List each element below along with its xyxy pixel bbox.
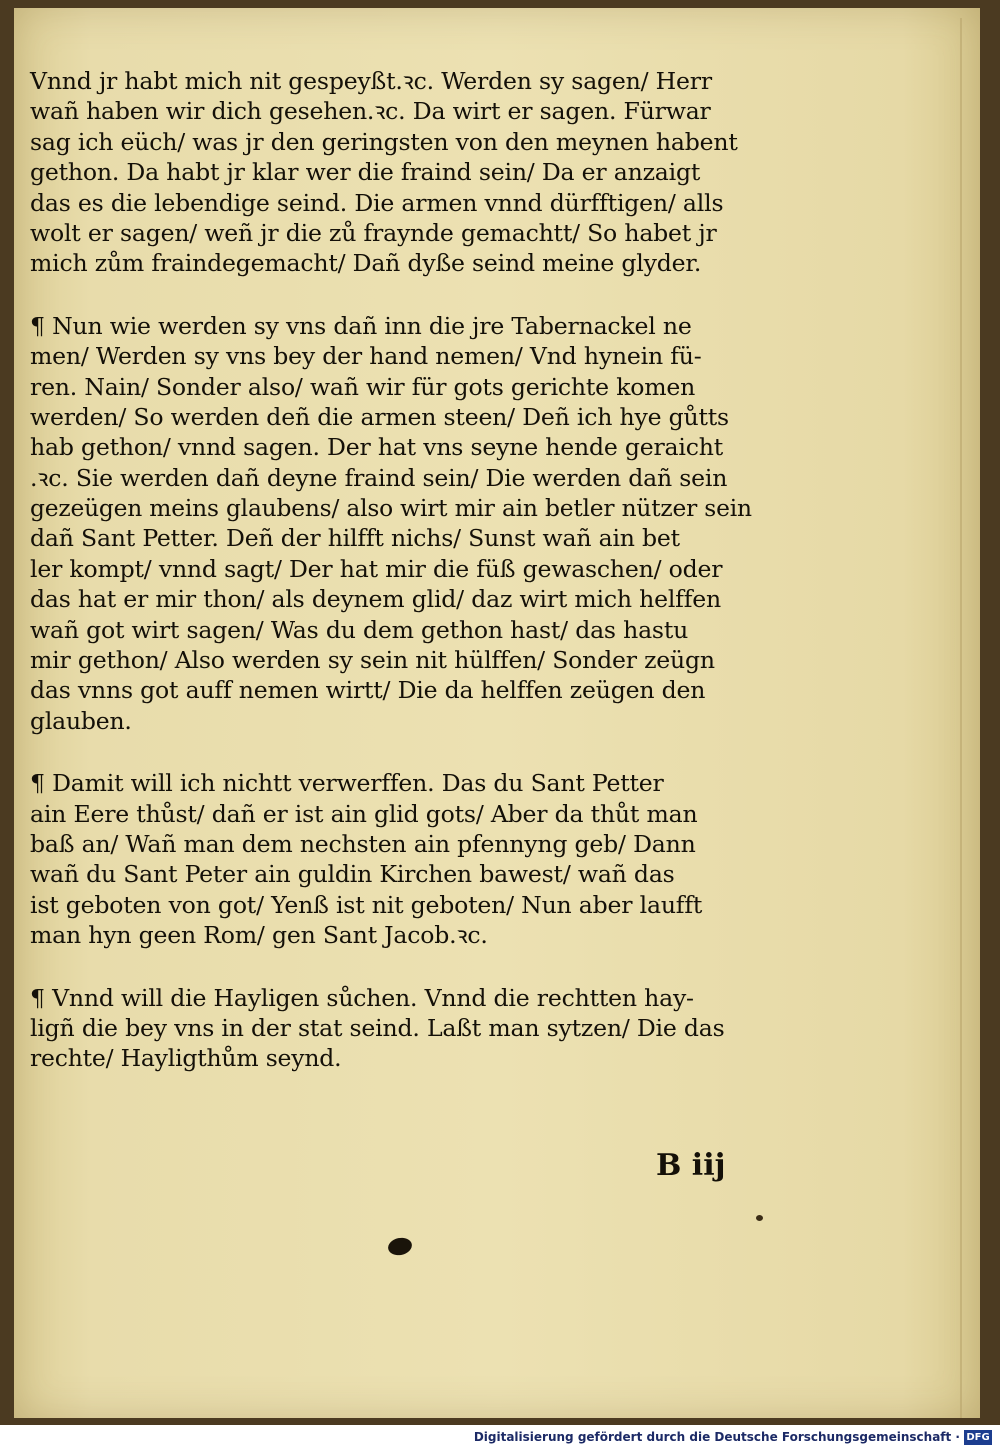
paragraph xyxy=(30,311,750,736)
text-line: dañ Sant Petter. Deñ der hilfft nichs/ Sunst wañ ain bet xyxy=(30,524,680,553)
text-line: man hyn geen Rom/ gen Sant Jacob.ꝛc. xyxy=(30,921,488,950)
text-line: wolt er sagen/ weñ jr die zů fraynde gemachtt/ So habet jr xyxy=(30,218,717,247)
page-edge-shadow xyxy=(960,18,962,1418)
text-line: das hat er mir thon/ als deynem glid/ daz wirt mich helffen xyxy=(30,585,721,614)
funding-credit: Digitalisierung gefördert durch die Deutsche Forschungsgemeinschaft · xyxy=(473,1430,960,1444)
text-line: Vnnd jr habt mich nit gespeyßt.ꝛc. Werden sy sagen/ Herr xyxy=(30,67,712,95)
text-line: rechte/ Hayligthům seynd. xyxy=(30,1044,342,1073)
text-line: ligñ die bey vns in der stat seind. Laßt man sytzen/ Die das xyxy=(30,1013,725,1042)
text-line: baß an/ Wañ man dem nechsten ain pfennyng geb/ Dann xyxy=(30,829,696,858)
text-line: mich zům fraindegemacht/ Dañ dyße seind meine glyder. xyxy=(30,249,702,278)
text-line: ¶ Nun wie werden sy vns dañ inn die jre Tabernackel ne xyxy=(30,311,692,340)
text-line: ren. Nain/ Sonder also/ wañ wir für gots gerichte komen xyxy=(30,372,696,401)
text-line: mir gethon/ Also werden sy sein nit hülffen/ Sonder zeügn xyxy=(30,646,715,675)
body-text xyxy=(30,66,750,1106)
text-line: das vnns got auff nemen wirtt/ Die da helffen zeügen den xyxy=(30,676,706,705)
text-line: gethon. Da habt jr klar wer die fraind sein/ Da er anzaigt xyxy=(30,158,701,187)
footer-bar xyxy=(0,1425,1000,1451)
ink-speck xyxy=(756,1215,763,1221)
signature-mark: B iij xyxy=(656,1148,726,1183)
text-line: glauben. xyxy=(30,706,132,735)
paragraph xyxy=(30,768,750,950)
dfg-logo: DFG xyxy=(964,1430,992,1445)
text-line: ler kompt/ vnnd sagt/ Der hat mir die füß gewaschen/ oder xyxy=(30,554,723,583)
text-line: wañ du Sant Peter ain guldin Kirchen bawest/ wañ das xyxy=(30,860,675,889)
text-line: wañ haben wir dich gesehen.ꝛc. Da wirt er sagen. Fürwar xyxy=(30,97,711,126)
paragraph xyxy=(30,983,750,1074)
text-line: ain Eere thůst/ dañ er ist ain glid gots/ Aber da thůt man xyxy=(30,799,698,828)
paragraph xyxy=(30,66,750,279)
text-line: ¶ Vnnd will die Hayligen sůchen. Vnnd die rechtten hay- xyxy=(30,983,694,1012)
text-line: ¶ Damit will ich nichtt verwerffen. Das du Sant Petter xyxy=(30,769,664,798)
text-line: ist geboten von got/ Yenß ist nit geboten/ Nun aber laufft xyxy=(30,890,703,919)
text-line: das es die lebendige seind. Die armen vnnd dürfftigen/ alls xyxy=(30,188,724,217)
text-line: sag ich eüch/ was jr den geringsten von den meynen habent xyxy=(30,127,738,156)
text-line: .ꝛc. Sie werden dañ deyne fraind sein/ Die werden dañ sein xyxy=(30,463,728,492)
text-line: hab gethon/ vnnd sagen. Der hat vns seyne hende geraicht xyxy=(30,433,723,462)
text-line: gezeügen meins glaubens/ also wirt mir ain betler nützer sein xyxy=(30,494,752,523)
text-line: wañ got wirt sagen/ Was du dem gethon hast/ das hastu xyxy=(30,615,689,644)
text-line: men/ Werden sy vns bey der hand nemen/ Vnd hynein fü- xyxy=(30,342,702,371)
text-line: werden/ So werden deñ die armen steen/ Deñ ich hye gůtts xyxy=(30,402,729,431)
